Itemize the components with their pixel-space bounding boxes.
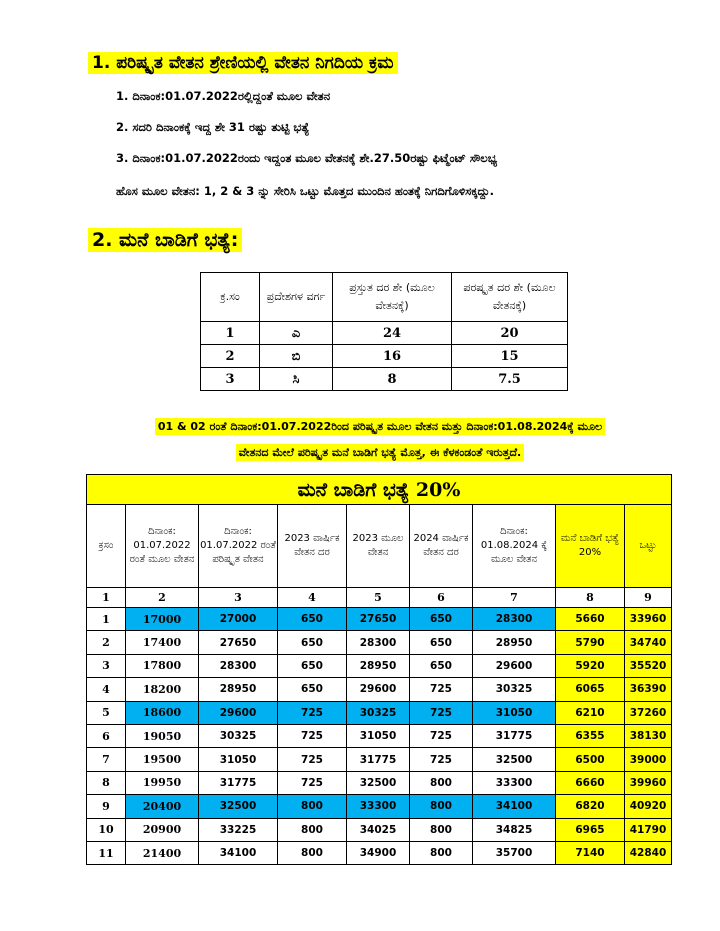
table-cell: 2 xyxy=(201,345,260,368)
table-cell: 1 xyxy=(87,608,126,631)
table-row xyxy=(87,795,672,818)
table-cell: 27650 xyxy=(347,608,410,631)
table-cell: 6820 xyxy=(556,795,625,818)
pay-table-body xyxy=(87,608,672,865)
table-cell: 32500 xyxy=(347,771,410,794)
column-number: 6 xyxy=(410,588,473,608)
table-cell: 5660 xyxy=(556,608,625,631)
section1-list xyxy=(116,88,497,181)
table-cell: 5 xyxy=(87,701,126,724)
table-row xyxy=(87,678,672,701)
table-cell: 800 xyxy=(410,818,473,841)
pay-table-title: ಮನೆ ಬಾಡಿಗೆ ಭತ್ಯೆ 20% xyxy=(87,475,672,505)
table-cell: 9 xyxy=(87,795,126,818)
table-cell: 37260 xyxy=(625,701,672,724)
table-cell: 5920 xyxy=(556,654,625,677)
column-header: ಪರಷ್ಕೃತ ದರ ಶೇ (ಮೂಲ ವೇತನಕ್ಕೆ) xyxy=(452,273,568,322)
table-cell: 30325 xyxy=(199,724,278,747)
table-cell: 650 xyxy=(278,654,347,677)
column-header: ಮನೆ ಬಾಡಿಗೆ ಭತ್ಯೆ 20% xyxy=(556,505,625,588)
table-cell: ಸಿ xyxy=(260,368,333,391)
table-cell: 650 xyxy=(410,654,473,677)
hra-pay-table xyxy=(86,474,672,865)
table-cell: 42840 xyxy=(625,841,672,864)
hra-rate-table xyxy=(200,272,568,391)
table-cell: 800 xyxy=(410,841,473,864)
table-cell: 725 xyxy=(410,678,473,701)
table-cell: 725 xyxy=(278,724,347,747)
table-cell: 29600 xyxy=(473,654,556,677)
table-cell: 27000 xyxy=(199,608,278,631)
column-number: 9 xyxy=(625,588,672,608)
table-cell: 28950 xyxy=(347,654,410,677)
table-cell: 20400 xyxy=(126,795,199,818)
table-row xyxy=(87,818,672,841)
table-cell: 40920 xyxy=(625,795,672,818)
table-cell: 31775 xyxy=(199,771,278,794)
table-cell: 8 xyxy=(333,368,452,391)
table-cell: 10 xyxy=(87,818,126,841)
column-number: 1 xyxy=(87,588,126,608)
table-cell: 650 xyxy=(410,631,473,654)
table-cell: 28300 xyxy=(347,631,410,654)
table-cell: 7 xyxy=(87,748,126,771)
hra-description-line2: ವೇತನದ ಮೇಲೆ ಪರಿಷ್ಕೃತ ಮನೆ ಬಾಡಿಗೆ ಭತ್ಯೆ ಮೊತ್ತ, ಈ ಕೆಳಕಂಡಂತೆ ಇರುತ್ತದೆ. xyxy=(236,444,524,461)
table-cell: 19050 xyxy=(126,724,199,747)
table-cell: 11 xyxy=(87,841,126,864)
column-number: 3 xyxy=(199,588,278,608)
list-item: 3. ದಿನಾಂಕ:01.07.2022ರಂದು ಇದ್ದಂತ ಮೂಲ ವೇತನಕ್ಕೆ ಶೇ.27.50ರಷ್ಟು ಫಿಟ್ಮೆಂಟ್ ಸೌಲಭ್ಯ xyxy=(116,151,498,165)
column-header: 2023 ವಾರ್ಷಿಕ ವೇತನ ದರ xyxy=(278,505,347,588)
table-row xyxy=(87,841,672,864)
column-header: ಪ್ರಸ್ತುತ ದರ ಶೇ (ಮೂಲ ವೇತನಕ್ಕೆ) xyxy=(333,273,452,322)
table-cell: 6210 xyxy=(556,701,625,724)
table-cell: 34825 xyxy=(473,818,556,841)
table-cell: 650 xyxy=(278,608,347,631)
table-cell: ಎ xyxy=(260,322,333,345)
table-cell: 29600 xyxy=(199,701,278,724)
table-cell: 18600 xyxy=(126,701,199,724)
table-cell: 31775 xyxy=(347,748,410,771)
table-cell: 31050 xyxy=(199,748,278,771)
column-number: 7 xyxy=(473,588,556,608)
table-cell: 800 xyxy=(278,795,347,818)
table-cell: 33960 xyxy=(625,608,672,631)
table-row xyxy=(201,345,568,368)
table-cell: 34740 xyxy=(625,631,672,654)
table-cell: 650 xyxy=(410,608,473,631)
table-cell: 725 xyxy=(278,771,347,794)
table-cell: 2 xyxy=(87,631,126,654)
table-row xyxy=(87,701,672,724)
column-header: 2024 ವಾರ್ಷಿಕ ವೇತನ ದರ xyxy=(410,505,473,588)
table-cell: 36390 xyxy=(625,678,672,701)
table-cell: 800 xyxy=(410,771,473,794)
table-cell: 30325 xyxy=(347,701,410,724)
table-cell: 725 xyxy=(410,748,473,771)
table-cell: 32500 xyxy=(199,795,278,818)
table-cell: 31050 xyxy=(473,701,556,724)
table-cell: 28300 xyxy=(473,608,556,631)
table-cell: 41790 xyxy=(625,818,672,841)
table-cell: ಬಿ xyxy=(260,345,333,368)
table-cell: 6660 xyxy=(556,771,625,794)
table-cell: 725 xyxy=(278,748,347,771)
table-cell: 29600 xyxy=(347,678,410,701)
table-row xyxy=(87,748,672,771)
table-cell: 20 xyxy=(452,322,568,345)
table-cell: 28300 xyxy=(199,654,278,677)
table-cell: 3 xyxy=(87,654,126,677)
table-cell: 34100 xyxy=(473,795,556,818)
column-header: 2023 ಮೂಲ ವೇತನ xyxy=(347,505,410,588)
table-cell: 650 xyxy=(278,678,347,701)
table-cell: 16 xyxy=(333,345,452,368)
table-row xyxy=(201,322,568,345)
table-cell: 27650 xyxy=(199,631,278,654)
table-row xyxy=(87,654,672,677)
table-row xyxy=(201,368,568,391)
table-cell: 35520 xyxy=(625,654,672,677)
table-cell: 15 xyxy=(452,345,568,368)
table-cell: 6500 xyxy=(556,748,625,771)
table-cell: 20900 xyxy=(126,818,199,841)
table-cell: 800 xyxy=(278,818,347,841)
column-number: 4 xyxy=(278,588,347,608)
table-cell: 6965 xyxy=(556,818,625,841)
column-number: 2 xyxy=(126,588,199,608)
table-cell: 7140 xyxy=(556,841,625,864)
table-cell: 725 xyxy=(410,701,473,724)
table-cell: 39960 xyxy=(625,771,672,794)
table-cell: 800 xyxy=(278,841,347,864)
table-cell: 6355 xyxy=(556,724,625,747)
table-cell: 34025 xyxy=(347,818,410,841)
table-cell: 32500 xyxy=(473,748,556,771)
table-cell: 24 xyxy=(333,322,452,345)
table-cell: 725 xyxy=(410,724,473,747)
table-cell: 31775 xyxy=(473,724,556,747)
table-cell: 38130 xyxy=(625,724,672,747)
table-cell: 34900 xyxy=(347,841,410,864)
hra-description xyxy=(90,414,670,466)
column-header: ದಿನಾಂಕ: 01.07.2022 ರಂತೆ ಮೂಲ ವೇತನ xyxy=(126,505,199,588)
table-cell: 28950 xyxy=(199,678,278,701)
table-cell: 6065 xyxy=(556,678,625,701)
section2-heading: 2. ಮನೆ ಬಾಡಿಗೆ ಭತ್ಯೆ: xyxy=(88,228,242,252)
column-number: 5 xyxy=(347,588,410,608)
column-header: ದಿನಾಂಕ: 01.08.2024 ಕ್ಕೆ ಮೂಲ ವೇತನ xyxy=(473,505,556,588)
table-cell: 33225 xyxy=(199,818,278,841)
table-cell: 6 xyxy=(87,724,126,747)
column-header: ಪ್ರದೇಶಗಳ ವರ್ಗ xyxy=(260,273,333,322)
table-cell: 34100 xyxy=(199,841,278,864)
table-cell: 650 xyxy=(278,631,347,654)
table-cell: 3 xyxy=(201,368,260,391)
list-item: 2. ಸದರಿ ದಿನಾಂಕಕ್ಕೆ ಇದ್ದ ಶೇ 31 ರಷ್ಟು ತುಟ್ಟಿ ಭತ್ಯೆ xyxy=(116,120,310,134)
table-cell: 35700 xyxy=(473,841,556,864)
column-header: ದಿನಾಂಕ: 01.07.2022 ರಂತೆ ಪರಿಷ್ಕೃತ ವೇತನ xyxy=(199,505,278,588)
new-basic-pay-note: ಹೊಸ ಮೂಲ ವೇತನ: 1, 2 & 3 ನ್ನು ಸೇರಿಸಿ ಒಟ್ಟು ಮೊತ್ತದ ಮುಂದಿನ ಹಂತಕ್ಕೆ ನಿಗದಿಗೊಳಿಸಕ್ಕದ್ದು. xyxy=(116,184,494,198)
table-cell: 19950 xyxy=(126,771,199,794)
table-row xyxy=(87,608,672,631)
hra-description-line1: 01 & 02 ರಂತೆ ದಿನಾಂಕ:01.07.2022ರಿಂದ ಪರಿಷ್ಕೃತ ಮೂಲ ವೇತನ ಮತ್ತು ದಿನಾಂಕ:01.08.2024ಕ್ಕೆ ಮೂಲ xyxy=(155,418,605,435)
table-cell: 5790 xyxy=(556,631,625,654)
table-cell: 28950 xyxy=(473,631,556,654)
section1-heading: 1. ಪರಿಷ್ಕೃತ ವೇತನ ಶ್ರೇಣಿಯಲ್ಲಿ ವೇತನ ನಿಗದಿಯ ಕ್ರಮ xyxy=(88,52,398,74)
table-cell: 1 xyxy=(201,322,260,345)
table-cell: 800 xyxy=(410,795,473,818)
table-cell: 21400 xyxy=(126,841,199,864)
table-cell: 30325 xyxy=(473,678,556,701)
table-cell: 33300 xyxy=(347,795,410,818)
table-row xyxy=(87,631,672,654)
table-row xyxy=(87,771,672,794)
table-cell: 17400 xyxy=(126,631,199,654)
column-number: 8 xyxy=(556,588,625,608)
table-cell: 33300 xyxy=(473,771,556,794)
column-header: ಕ್ರಸಂ xyxy=(87,505,126,588)
table-cell: 18200 xyxy=(126,678,199,701)
list-item: 1. ದಿನಾಂಕ:01.07.2022ರಲ್ಲಿದ್ದಂತೆ ಮೂಲ ವೇತನ xyxy=(116,89,331,103)
table-cell: 19500 xyxy=(126,748,199,771)
table-cell: 17000 xyxy=(126,608,199,631)
table-cell: 31050 xyxy=(347,724,410,747)
column-header: ಕ್ರ.ಸಂ xyxy=(201,273,260,322)
table-cell: 8 xyxy=(87,771,126,794)
table-cell: 7.5 xyxy=(452,368,568,391)
table-cell: 4 xyxy=(87,678,126,701)
table-row xyxy=(87,724,672,747)
table-cell: 39000 xyxy=(625,748,672,771)
table-cell: 17800 xyxy=(126,654,199,677)
column-header: ಒಟ್ಟು xyxy=(625,505,672,588)
table-cell: 725 xyxy=(278,701,347,724)
